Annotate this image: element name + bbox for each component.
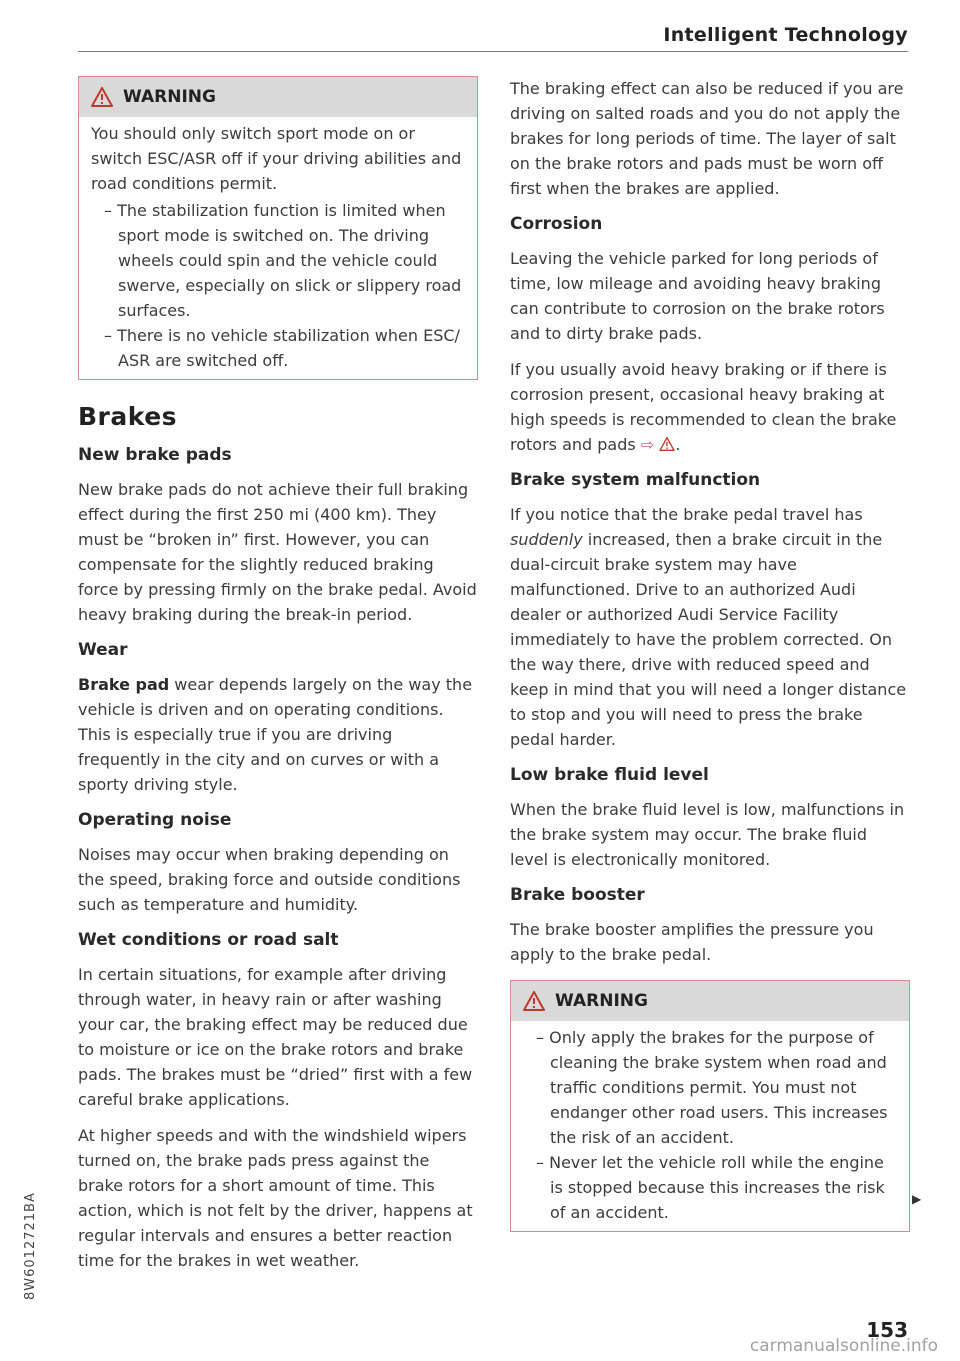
warning-item: – There is no vehicle stabilization when ESC/ ASR are switched off. [91,323,465,373]
warning-header [79,77,477,117]
heading-brake-booster: Brake booster [510,885,645,905]
cross-reference-arrow-icon: ⇨ [640,435,655,454]
paragraph-corrosion-1: Leaving the vehicle parked for long periods of time, low mileage and avoiding heavy braking can contribute to corrosion on the brake rotors and to dirty brake pads. [510,249,885,343]
heading-low-brake-fluid: Low brake fluid level [510,765,709,785]
warning-item: – The stabilization function is limited when sport mode is switched on. The driving wheels could spin and the vehicle could swerve, especially on slick or slippery road surfaces. [91,198,465,323]
warning-box-sport-mode [78,76,478,380]
heading-operating-noise: Operating noise [78,810,232,830]
watermark-text: carmanualsonline.info [749,1336,938,1356]
warning-reference-icon[interactable] [659,437,675,451]
paragraph-corrosion-2: If you usually avoid heavy braking or if there is corrosion present, occasional heavy braking at high speeds is recommended to clean the brake rotors and pads ⇨ . [510,360,897,454]
paragraph-wet-conditions-1: In certain situations, for example after driving through water, in heavy rain or after washing your car, the braking effect may be reduced due to moisture or ice on the brake rotors and brake pads. The brakes must be “dried” first with a few careful brake applications. [78,965,473,1109]
page-header-title: Intelligent Technology [663,24,908,46]
document-code: 8W6012721BA [23,1192,38,1300]
heading-corrosion: Corrosion [510,214,603,234]
paragraph-operating-noise: Noises may occur when braking depending on the speed, braking force and outside conditions such as temperature and humidity. [78,845,461,914]
heading-new-brake-pads: New brake pads [78,445,232,465]
warning-label: WARNING [123,87,216,107]
malfunction-text-end: increased, then a brake circuit in the dual-circuit brake system may have malfunctioned. Drive to an authorized Audi dealer or authorized Audi Service Facility immediately to have the problem corrected. On the way there, drive with reduced speed and keep in mind that you will need a longer distance to stop and you will need to press the brake pedal harder. [510,530,907,749]
paragraph-wet-conditions-2: At higher speeds and with the windshield wipers turned on, the brake pads press against the brake rotors for a short amount of time. This action, which is not felt by the driver, happens at regular intervals and ensures a better reaction time for the brakes in wet weather. [78,1126,473,1270]
warning-list [91,198,465,373]
warning-triangle-icon [523,991,545,1011]
corrosion-text: If you usually avoid heavy braking or if there is corrosion present, occasional heavy braking at high speeds is recommended to clean the brake rotors and pads [510,360,897,454]
left-column [78,76,478,1284]
warning-body [79,117,477,379]
warning-header [511,981,909,1021]
heading-brake-system-malfunction: Brake system malfunction [510,470,761,490]
section-title-brakes: Brakes [78,402,178,431]
warning-label: WARNING [555,991,648,1011]
heading-wet-conditions: Wet conditions or road salt [78,930,339,950]
header-divider [78,51,908,52]
warning-item: – Never let the vehicle roll while the engine is stopped because this increases the risk of an accident. [523,1150,897,1225]
continue-arrow-icon: ▶ [912,1192,922,1206]
paragraph-wear [78,672,478,797]
malfunction-text-start: If you notice that the brake pedal travel has [510,505,863,524]
paragraph-brake-booster: The brake booster amplifies the pressure you apply to the brake pedal. [510,920,874,964]
right-column [510,76,910,1242]
warning-body [511,1021,909,1231]
warning-triangle-icon [91,87,113,107]
wear-bold-term: Brake pad [78,675,170,694]
paragraph-brake-malfunction [510,502,910,752]
page-number: 153 [866,1318,908,1342]
paragraph-salted-roads: The braking effect can also be reduced if you are driving on salted roads and you do not apply the brakes for long periods of time. The layer of salt on the brake rotors and pads must be worn off first when the brakes are applied. [510,79,904,198]
warning-item: – Only apply the brakes for the purpose of cleaning the brake system when road and traffic conditions permit. You must not endanger other road users. This increases the risk of an accident. [523,1025,897,1150]
paragraph-new-brake-pads: New brake pads do not achieve their full braking effect during the first 250 mi (400 km). They must be “broken in” first. However, you can compensate for the slightly reduced braking force by pressing firmly on the brake pedal. Avoid heavy braking during the break-in period. [78,480,477,624]
warning-box-brake-cleaning [510,980,910,1232]
warning-list [523,1025,897,1225]
heading-wear: Wear [78,640,128,660]
paragraph-low-brake-fluid: When the brake fluid level is low, malfunctions in the brake system may occur. The brake fluid level is electronically monitored. [510,800,905,869]
wear-text: wear depends largely on the way the vehicle is driven and on operating conditions. This is especially true if you are driving frequently in the city and on curves or with a sporty driving style. [78,675,473,794]
warning-intro: You should only switch sport mode on or switch ESC/ASR off if your driving abilities and road conditions permit. [91,124,462,193]
malfunction-emphasis: suddenly [510,530,583,549]
